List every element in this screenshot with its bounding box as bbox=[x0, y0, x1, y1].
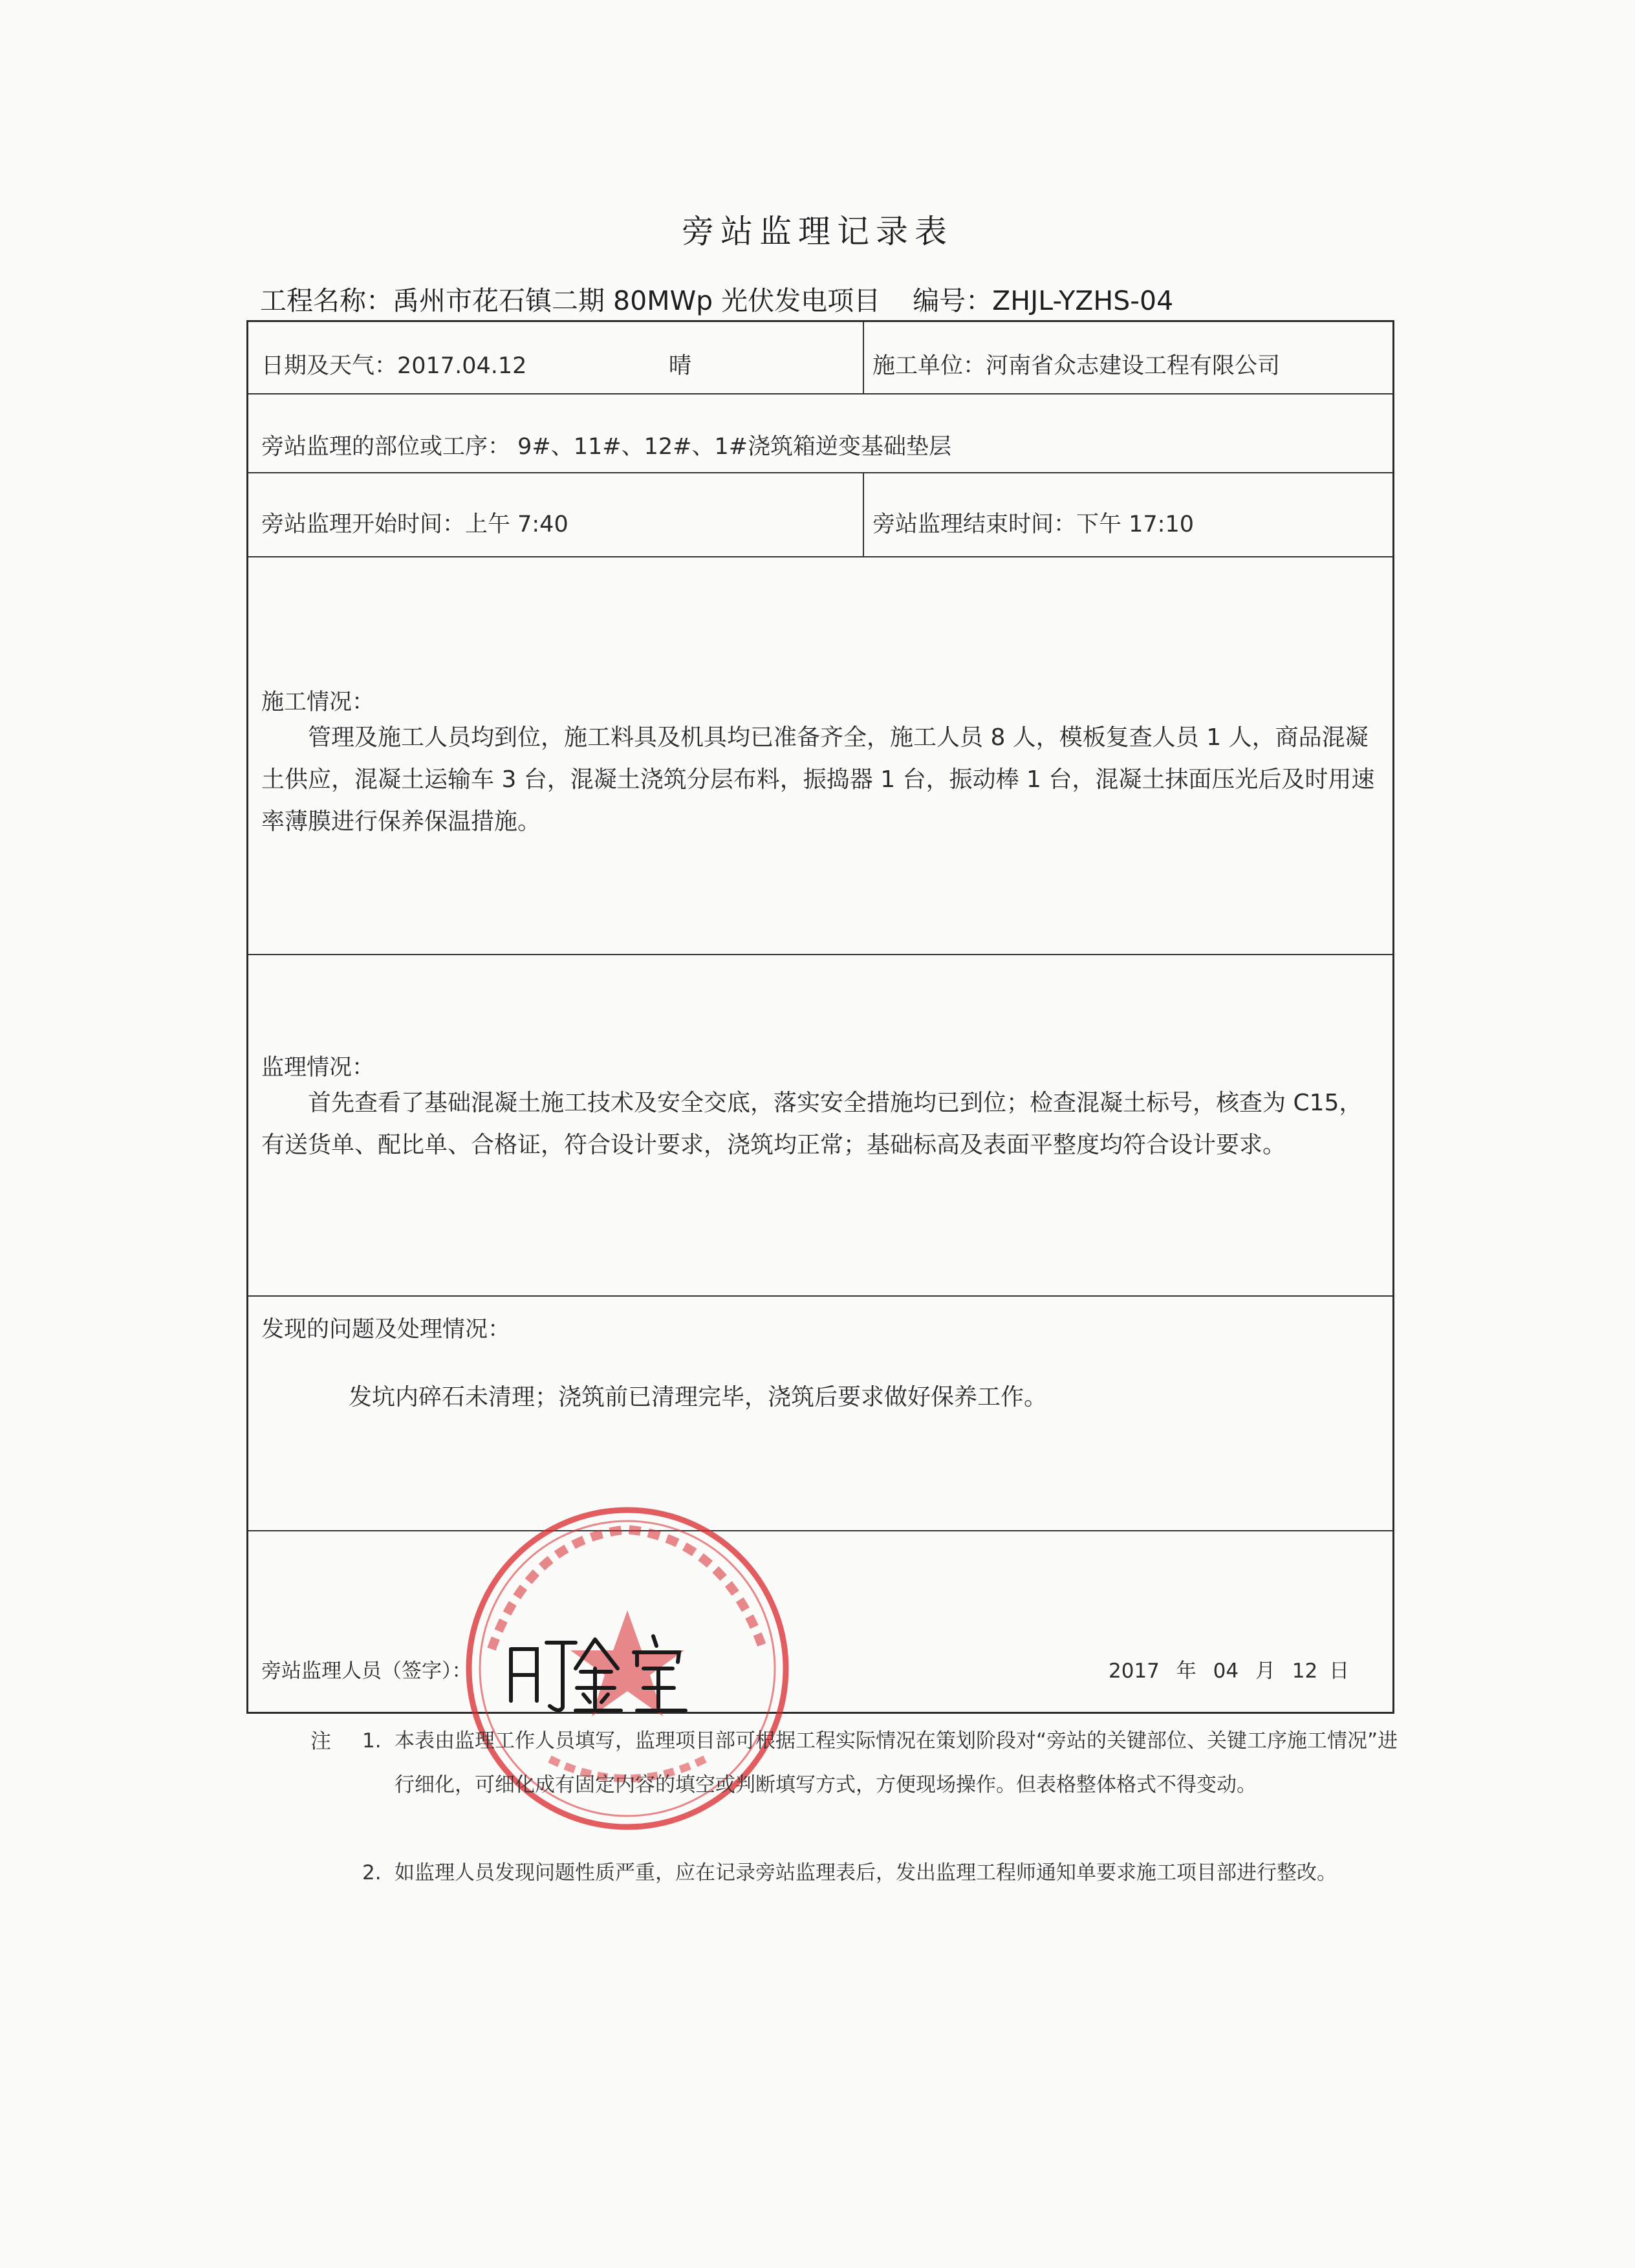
note-number: 2. bbox=[362, 1861, 382, 1885]
column-divider bbox=[863, 322, 864, 393]
problems-heading: 发现的问题及处理情况： bbox=[261, 1317, 511, 1343]
supervision-heading: 监理情况： bbox=[261, 1055, 375, 1081]
note-text: 如监理人员发现问题性质严重，应在记录旁站监理表后，发出监理工程师通知单要求施工项目部进行整改。 bbox=[395, 1861, 1337, 1885]
day-unit: 日 bbox=[1329, 1659, 1350, 1683]
row-divider bbox=[248, 556, 1392, 557]
signature-date bbox=[1109, 1654, 1349, 1683]
note-text: 本表由监理工作人员填写，监理项目部可根据工程实际情况在策划阶段对“旁站的关键部位、关键工序施工情况”进行细化，可细化成有固定内容的填空或判断填写方式，方便现场操作。但表格整体格式不得变动。 bbox=[395, 1729, 1398, 1797]
document-title: 旁站监理记录表 bbox=[682, 213, 953, 250]
handwritten-signature bbox=[504, 1630, 698, 1720]
problems-text: 发坑内碎石未清理；浇筑前已清理完毕，浇筑后要求做好保养工作。 bbox=[349, 1384, 1048, 1410]
contractor-field: 施工单位：河南省众志建设工程有限公司 bbox=[872, 353, 1281, 379]
notes-label: 注 bbox=[310, 1729, 332, 1753]
row-divider bbox=[248, 954, 1392, 955]
row-divider bbox=[248, 1295, 1392, 1297]
row-divider bbox=[248, 393, 1392, 394]
weather-value: 晴 bbox=[669, 353, 692, 379]
date-month: 04 bbox=[1213, 1659, 1239, 1683]
column-divider bbox=[863, 472, 864, 556]
record-form bbox=[246, 320, 1394, 1714]
month-unit: 月 bbox=[1255, 1659, 1275, 1683]
date-day: 12 bbox=[1292, 1659, 1318, 1683]
row-divider bbox=[248, 1530, 1392, 1531]
row-divider bbox=[248, 472, 1392, 473]
construction-text: 管理及施工人员均到位，施工料具及机具均已准备齐全，施工人员 8 人，模板复查人员 1 人，商品混凝土供应，混凝土运输车 3 台，混凝土浇筑分层布料，振捣器 1 台，振动棒 1 台，混凝土抹面压光后及时用速率薄膜进行保养保温措施。 bbox=[261, 724, 1375, 835]
note-number: 1. bbox=[362, 1729, 382, 1753]
date-weather-field: 日期及天气：2017.04.12 bbox=[261, 353, 527, 379]
signature-label: 旁站监理人员（签字）： bbox=[261, 1659, 472, 1683]
year-unit: 年 bbox=[1176, 1659, 1196, 1683]
header-line bbox=[260, 279, 1398, 318]
project-name: 工程名称：禹州市花石镇二期 80MWp 光伏发电项目 bbox=[260, 285, 881, 316]
start-time-field: 旁站监理开始时间：上午 7:40 bbox=[261, 512, 568, 537]
part-process-field: 旁站监理的部位或工序： 9#、11#、12#、1#浇筑箱逆变基础垫层 bbox=[261, 434, 952, 460]
date-year: 2017 bbox=[1109, 1659, 1160, 1683]
construction-heading: 施工情况： bbox=[261, 689, 375, 715]
end-time-field: 旁站监理结束时间：下午 17:10 bbox=[872, 512, 1194, 537]
supervision-text: 首先查看了基础混凝土施工技术及安全交底，落实安全措施均已到位；检查混凝土标号，核查为 C15，有送货单、配比单、合格证，符合设计要求，浇筑均正常；基础标高及表面平整度均符合设计要求。 bbox=[261, 1090, 1363, 1158]
document-code: 编号：ZHJL-YZHS-04 bbox=[913, 285, 1174, 316]
